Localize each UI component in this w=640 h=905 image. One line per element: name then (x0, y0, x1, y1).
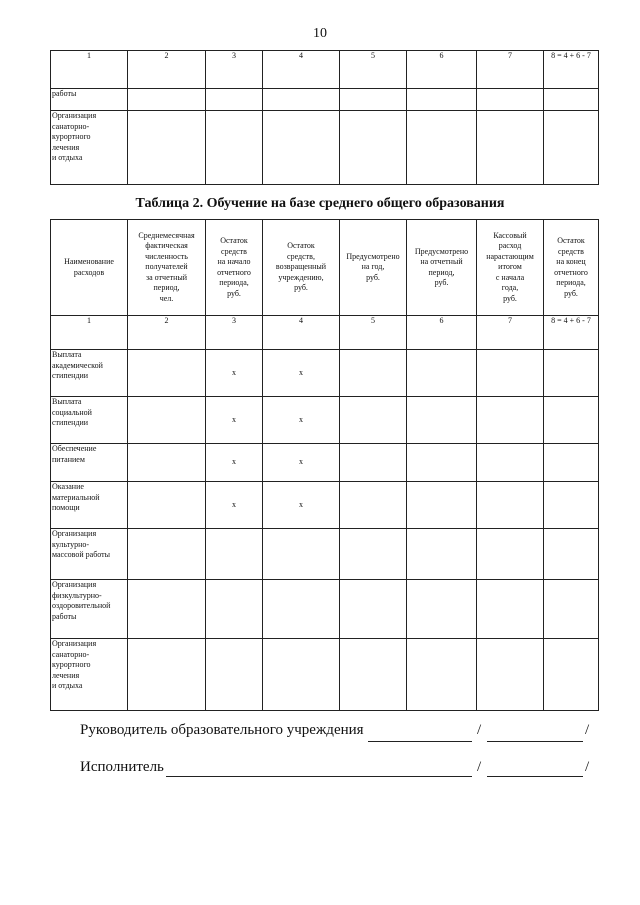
table2-title: Таблица 2. Обучение на базе среднего общего образования (135, 196, 505, 211)
row-label (51, 89, 128, 111)
column-number: 2 (128, 51, 206, 89)
text-line: периода, (556, 278, 586, 287)
column-header (206, 220, 263, 316)
page-number: 10 (313, 26, 327, 41)
table-cell[interactable] (477, 444, 544, 482)
text-line: санаторно- (52, 121, 90, 131)
text-line: Предусмотрено (414, 246, 469, 256)
table-cell[interactable] (477, 397, 544, 444)
text-line: оздоровительной (52, 601, 111, 610)
text-line: Организация (52, 639, 97, 648)
text-line: лечения (52, 142, 80, 152)
text-line: социальной (52, 407, 92, 417)
text-line: помощи (52, 503, 80, 512)
text-line: Организация (52, 580, 97, 589)
executor-name-line[interactable] (487, 776, 583, 777)
text-line: работы (52, 611, 77, 621)
column-number: 3 (206, 51, 263, 89)
column-header (407, 220, 477, 316)
text-line: средств, (287, 251, 315, 261)
table-cell[interactable] (477, 482, 544, 529)
table2 (50, 219, 599, 711)
table-cell[interactable] (544, 350, 599, 397)
table-cell[interactable] (128, 482, 206, 529)
table-cell[interactable] (263, 89, 340, 111)
table-row (51, 482, 599, 529)
table-cell[interactable] (128, 111, 206, 185)
text-line: учреждению, (278, 272, 324, 282)
text-line: численность (145, 251, 188, 261)
text-line: Остаток (557, 236, 585, 245)
table-row (51, 89, 599, 111)
table-row (51, 639, 599, 711)
table-cell[interactable]: x (206, 350, 263, 397)
column-header (544, 220, 599, 316)
table-row (51, 529, 599, 580)
row-label (51, 397, 128, 444)
text-line: работы (52, 89, 77, 98)
table-cell[interactable] (407, 580, 477, 639)
text-line: академической (52, 360, 103, 370)
table-cell[interactable] (477, 350, 544, 397)
head-signature-label: Руководитель образовательного учреждения (80, 722, 364, 738)
table-cell[interactable] (477, 111, 544, 185)
text-line: руб. (503, 293, 517, 303)
text-line: руб. (434, 278, 449, 287)
table-cell[interactable] (544, 89, 599, 111)
text-line: чел. (159, 293, 174, 303)
text-line: средств (221, 246, 247, 256)
head-name-slash: / (585, 722, 590, 738)
head-signature-slash: / (477, 722, 482, 738)
text-line: руб. (227, 288, 241, 298)
column-number-row (51, 51, 599, 89)
table-cell[interactable] (407, 89, 477, 111)
text-line: фактическая (145, 241, 188, 251)
table-cell[interactable] (340, 529, 407, 580)
executor-name-slash: / (585, 759, 590, 775)
text-line: курортного (52, 660, 91, 669)
text-line: Наименование (64, 257, 114, 266)
text-line: период, (428, 267, 455, 277)
table-cell[interactable]: x (206, 482, 263, 529)
text-line: курортного (52, 132, 91, 141)
table-cell[interactable] (477, 89, 544, 111)
column-number: 4 (263, 51, 340, 89)
header-row (51, 220, 599, 316)
column-header (340, 220, 407, 316)
table-cell[interactable] (544, 111, 599, 185)
table-cell[interactable]: x (263, 482, 340, 529)
text-line: физкультурно- (52, 590, 102, 600)
table-cell[interactable] (544, 482, 599, 529)
table-cell[interactable] (544, 529, 599, 580)
table-cell[interactable] (407, 397, 477, 444)
executor-label: Исполнитель (80, 759, 164, 775)
text-line: стипендии (52, 371, 89, 380)
text-line: на год, (361, 262, 385, 272)
text-line: и отдыха (52, 153, 83, 162)
text-line: руб. (294, 283, 308, 293)
column-header (128, 220, 206, 316)
table-cell[interactable] (477, 529, 544, 580)
row-label (51, 444, 128, 482)
table-cell[interactable] (206, 111, 263, 185)
column-header (477, 220, 544, 316)
row-label (51, 529, 128, 580)
table-cell[interactable] (128, 397, 206, 444)
column-number: 2 (128, 316, 206, 350)
head-signature-line[interactable] (368, 741, 472, 742)
text-line: Оказание (52, 482, 84, 491)
text-line: Остаток (220, 236, 248, 245)
row-label (51, 580, 128, 639)
text-line: с начала (495, 272, 525, 282)
table-row (51, 580, 599, 639)
table-cell[interactable] (340, 397, 407, 444)
table-cell[interactable] (544, 580, 599, 639)
executor-signature-slash: / (477, 759, 482, 775)
text-line: массовой работы (52, 550, 111, 559)
table-cell[interactable] (407, 444, 477, 482)
column-number: 8 = 4 + 6 - 7 (544, 316, 599, 350)
table-cell[interactable] (340, 111, 407, 185)
table-row (51, 111, 599, 185)
text-line: возвращенный (275, 262, 327, 272)
table-cell[interactable] (263, 580, 340, 639)
table-cell[interactable] (263, 639, 340, 711)
text-line: средств (558, 246, 584, 256)
column-number: 3 (206, 316, 263, 350)
column-number: 8 = 4 + 6 - 7 (544, 51, 599, 89)
text-line: санаторно- (52, 649, 90, 659)
table-cell[interactable] (128, 529, 206, 580)
column-number-row (51, 316, 599, 350)
table-continued (50, 50, 599, 185)
column-number: 6 (407, 51, 477, 89)
text-line: периода, (219, 278, 249, 287)
head-name-line[interactable] (487, 741, 583, 742)
text-line: расходов (73, 267, 105, 277)
row-label (51, 111, 128, 185)
text-line: Выплата (52, 350, 82, 359)
text-line: Организация (52, 529, 97, 538)
text-line: материальной (52, 492, 100, 502)
text-line: на начало (217, 257, 251, 266)
text-line: и отдыха (52, 681, 83, 690)
table-cell[interactable] (128, 89, 206, 111)
table-cell[interactable] (206, 529, 263, 580)
text-line: Обеспечение (52, 444, 97, 453)
table-cell[interactable]: x (206, 444, 263, 482)
text-line: на отчетный (420, 257, 463, 266)
column-number: 4 (263, 316, 340, 350)
table-cell[interactable] (340, 89, 407, 111)
text-line: период, (153, 283, 180, 293)
table-cell[interactable] (477, 580, 544, 639)
row-label (51, 639, 128, 711)
text-line: получателей (145, 262, 188, 272)
table-cell[interactable] (544, 444, 599, 482)
table-cell[interactable] (407, 529, 477, 580)
column-number: 5 (340, 51, 407, 89)
table-cell[interactable] (128, 350, 206, 397)
text-line: итогом (498, 262, 522, 272)
table-cell[interactable] (477, 639, 544, 711)
text-line: питанием (52, 454, 85, 464)
table-cell[interactable] (206, 89, 263, 111)
table-cell[interactable] (340, 482, 407, 529)
column-header (263, 220, 340, 316)
text-line: стипендии (52, 418, 89, 427)
text-line: Остаток (287, 241, 315, 251)
table-cell[interactable] (263, 529, 340, 580)
table-cell[interactable] (340, 580, 407, 639)
executor-signature-line[interactable] (166, 776, 472, 777)
text-line: за отчетный (145, 272, 188, 282)
column-number: 1 (51, 51, 128, 89)
table-cell[interactable] (407, 482, 477, 529)
column-number: 7 (477, 51, 544, 89)
table-row (51, 397, 599, 444)
row-label (51, 350, 128, 397)
column-number: 6 (407, 316, 477, 350)
table-cell[interactable]: x (263, 350, 340, 397)
table-cell[interactable] (340, 639, 407, 711)
text-line: на конец (556, 257, 586, 266)
text-line: руб. (366, 272, 380, 282)
column-number: 5 (340, 316, 407, 350)
row-label (51, 482, 128, 529)
table-row (51, 350, 599, 397)
table-cell[interactable] (544, 639, 599, 711)
text-line: года, (501, 283, 519, 293)
text-line: расход (498, 241, 522, 251)
table-cell[interactable] (263, 111, 340, 185)
column-number: 7 (477, 316, 544, 350)
table-cell[interactable]: x (263, 444, 340, 482)
table-cell[interactable] (407, 639, 477, 711)
column-number: 1 (51, 316, 128, 350)
table-cell[interactable] (128, 639, 206, 711)
text-line: Организация (52, 111, 97, 120)
text-line: отчетного (217, 267, 251, 277)
table-cell[interactable] (128, 444, 206, 482)
text-line: Выплата (52, 397, 82, 406)
text-line: культурно- (52, 539, 90, 549)
text-line: Среднемесячная (138, 230, 195, 240)
table-row (51, 444, 599, 482)
text-line: Предусмотрено (346, 251, 400, 261)
column-header (51, 220, 128, 316)
table-cell[interactable]: x (206, 397, 263, 444)
table-cell[interactable] (206, 580, 263, 639)
table-cell[interactable] (544, 397, 599, 444)
table-cell[interactable] (407, 350, 477, 397)
table-cell[interactable] (340, 444, 407, 482)
table-cell[interactable] (206, 639, 263, 711)
table-cell[interactable] (340, 350, 407, 397)
table-cell[interactable] (128, 580, 206, 639)
table-cell[interactable] (407, 111, 477, 185)
table-cell[interactable]: x (263, 397, 340, 444)
text-line: нарастающим (486, 251, 534, 261)
text-line: Кассовый (493, 230, 527, 240)
text-line: лечения (52, 670, 80, 680)
text-line: отчетного (554, 267, 588, 277)
text-line: руб. (564, 288, 578, 298)
